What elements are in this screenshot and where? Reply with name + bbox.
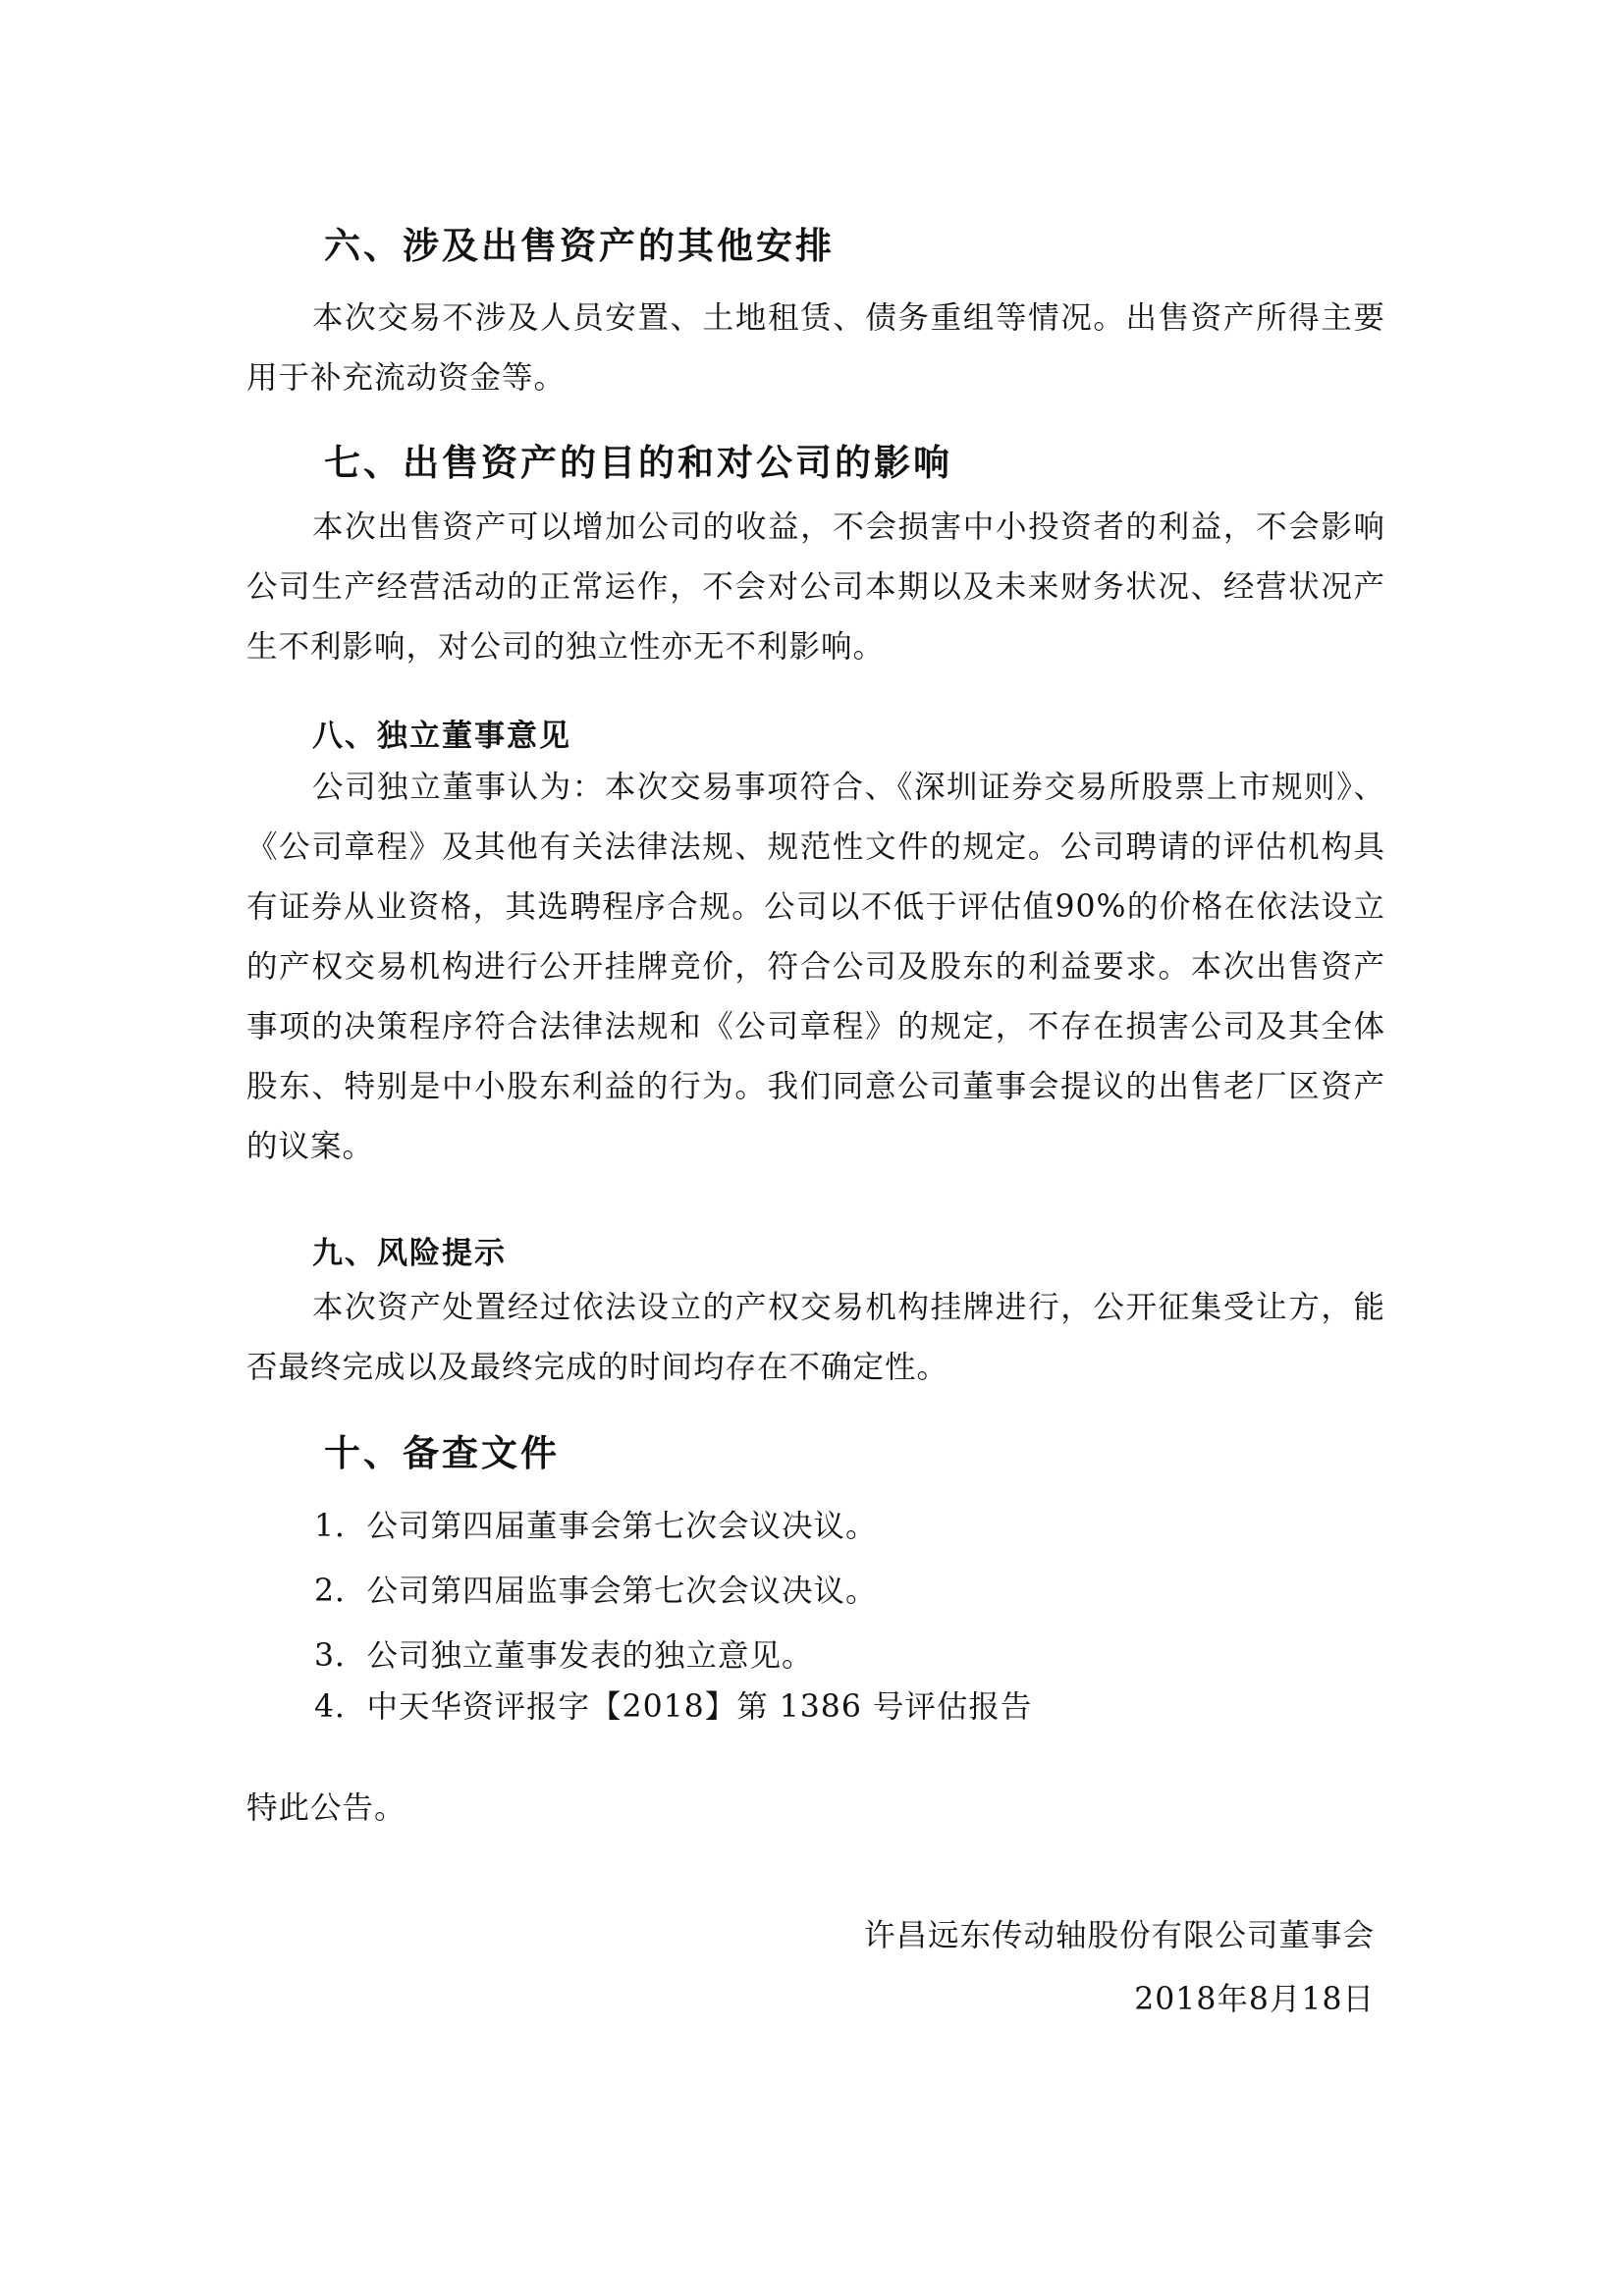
signature-company: 许昌远东传动轴股份有限公司董事会 bbox=[863, 1918, 1375, 1953]
section-six-heading: 六、涉及出售资产的其他安排 bbox=[324, 225, 835, 267]
section-nine-heading: 九、风险提示 bbox=[312, 1236, 507, 1271]
reference-doc-item: 3．公司独立董事发表的独立意见。 bbox=[314, 1638, 814, 1674]
reference-doc-item: 1．公司第四届董事会第七次会议决议。 bbox=[314, 1509, 878, 1544]
section-ten-heading: 十、备查文件 bbox=[324, 1432, 560, 1474]
closing-text: 特此公告。 bbox=[246, 1790, 406, 1826]
reference-doc-item: 4．中天华资评报字【2018】第 1386 号评估报告 bbox=[314, 1689, 1033, 1725]
section-nine-body: 本次资产处置经过依法设立的产权交易机构挂牌进行，公开征集受让方，能否最终完成以及最终完成的时间均存在不确定性。 bbox=[246, 1290, 1385, 1385]
section-seven-body: 本次出售资产可以增加公司的收益，不会损害中小投资者的利益，不会影响公司生产经营活动的正常运作，不会对公司本期以及未来财务状况、经营状况产生不利影响，对公司的独立性亦无不利影响。 bbox=[246, 509, 1385, 665]
section-six-body: 本次交易不涉及人员安置、土地租赁、债务重组等情况。出售资产所得主要用于补充流动资金等。 bbox=[246, 300, 1385, 396]
reference-doc-item: 2．公司第四届监事会第七次会议决议。 bbox=[314, 1574, 878, 1609]
section-seven-heading: 七、出售资产的目的和对公司的影响 bbox=[324, 442, 952, 484]
section-eight-body: 公司独立董事认为：本次交易事项符合、《深圳证券交易所股票上市规则》、《公司章程》及其他有关法律法规、规范性文件的规定。公司聘请的评估机构具有证券从业资格，其选聘程序合规。公司以不低于评估值90%的价格在依法设立的产权交易机构进行公开挂牌竞价，符合公司及股东的利益要求。本次出售资产事项的决策程序符合法律法规和《公司章程》的规定，不存在损害公司及其全体股东、特别是中小股东利益的行为。我们同意公司董事会提议的出售老厂区资产的议案。 bbox=[246, 770, 1385, 1164]
section-eight-heading: 八、独立董事意见 bbox=[312, 719, 571, 754]
signature-date: 2018年8月18日 bbox=[1134, 1982, 1375, 2017]
